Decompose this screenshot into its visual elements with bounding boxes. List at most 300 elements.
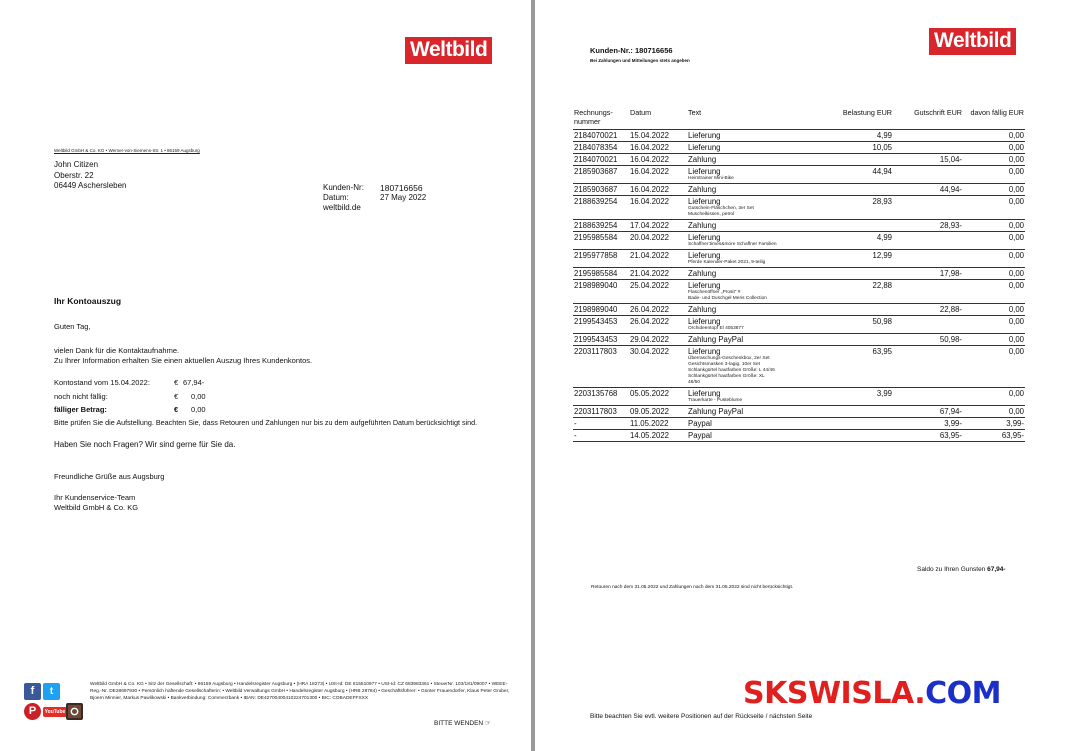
table-header-row	[573, 108, 1025, 129]
cell-due	[963, 303, 1025, 315]
column-header-debit: Belastung EUR	[825, 108, 893, 129]
table-row	[573, 249, 1025, 267]
customer-info	[323, 183, 426, 213]
cell-date-text: 14.05.2022	[630, 430, 670, 440]
item-detail: Schaffner:times&more Schaffner Familien	[688, 241, 777, 247]
recipient-street: Oberstr. 22	[54, 170, 94, 180]
column-header-date: Datum	[629, 108, 687, 129]
date-value: 27 May 2022	[380, 193, 427, 202]
cell-text-text: Paypal	[688, 430, 712, 440]
cell-debit	[825, 219, 893, 231]
cell-text	[687, 153, 825, 165]
signature-company: Weltbild GmbH & Co. KG	[54, 503, 139, 512]
item-detail: Pferde Kalender-Paket 2021, 9-teilig	[688, 259, 766, 265]
item-detail: Überraschungs-Geschenkbox, 2er Set	[688, 355, 770, 361]
currency-symbol: €	[174, 405, 179, 414]
item-detail: Flaschenöffner „Prosit“ #	[688, 289, 741, 295]
item-detail: Trauerkarte - Pusteblume	[688, 397, 743, 403]
cell-date	[629, 333, 687, 345]
cell-invoice-number-text: 2184078354	[574, 142, 618, 152]
cell-text-text: Lieferung	[688, 316, 721, 326]
cell-debit	[825, 345, 893, 387]
cell-text	[687, 231, 825, 249]
item-detail: Bade- und Duschgel Meris Collection	[688, 295, 767, 301]
cell-credit-text: 17,98-	[939, 268, 962, 278]
cell-date-text: 16.04.2022	[630, 142, 670, 152]
cell-date-text: 25.04.2022	[630, 280, 670, 290]
cell-text-text: Lieferung	[688, 280, 721, 290]
cell-date-text: 17.04.2022	[630, 220, 670, 230]
cell-text-text: Zahlung	[688, 154, 717, 164]
item-detail: Gesichtsmasken 3-lagig, 10er Set	[688, 361, 760, 367]
cell-due	[963, 195, 1025, 219]
table-row	[573, 231, 1025, 249]
cell-debit	[825, 195, 893, 219]
cell-due-text: 0,00	[1008, 184, 1024, 194]
cell-debit	[825, 153, 893, 165]
cell-text	[687, 219, 825, 231]
cell-due-text: 0,00	[1008, 334, 1024, 344]
cell-due	[963, 429, 1025, 441]
cell-date	[629, 345, 687, 387]
cell-invoice-number	[573, 249, 629, 267]
cell-debit	[825, 279, 893, 303]
cell-due	[963, 153, 1025, 165]
cell-date	[629, 165, 687, 183]
cell-debit	[825, 165, 893, 183]
cell-debit	[825, 267, 893, 279]
cell-invoice-number-text: 2198989040	[574, 304, 618, 314]
cell-debit-text: 44,94	[872, 166, 892, 176]
cell-date	[629, 231, 687, 249]
cell-date	[629, 183, 687, 195]
cell-date-text: 29.04.2022	[630, 334, 670, 344]
cell-invoice-number	[573, 429, 629, 441]
saldo-label: Saldo zu Ihren Gunsten	[917, 566, 986, 573]
watermark-dot: .	[914, 676, 926, 711]
cell-due-text: 0,00	[1008, 142, 1024, 152]
cell-due	[963, 219, 1025, 231]
table-row	[573, 315, 1025, 333]
cell-due-text: 0,00	[1008, 346, 1024, 356]
cell-date	[629, 429, 687, 441]
table-row	[573, 279, 1025, 303]
cell-invoice-number	[573, 333, 629, 345]
balance-row	[54, 390, 206, 404]
balance-row	[54, 376, 206, 390]
cell-date-text: 30.04.2022	[630, 346, 670, 356]
cell-text-text: Lieferung	[688, 142, 721, 152]
cell-invoice-number-text: 2185903687	[574, 166, 618, 176]
cell-credit	[893, 219, 963, 231]
cell-date-text: 05.05.2022	[630, 388, 670, 398]
recipient-name: John Citizen	[54, 160, 99, 169]
cell-debit	[825, 387, 893, 405]
cell-due-text: 0,00	[1008, 232, 1024, 242]
cell-credit-text: 22,88-	[939, 304, 962, 314]
cell-date-text: 16.04.2022	[630, 196, 670, 206]
table-row	[573, 129, 1025, 141]
cell-debit	[825, 129, 893, 141]
cell-text-text: Lieferung	[688, 388, 721, 398]
watermark-part2: COM	[925, 676, 1001, 711]
customer-number-note: Bei Zahlungen und Mitteilungen stets angeben	[590, 58, 690, 63]
facebook-icon[interactable]: f	[24, 683, 41, 700]
cell-date	[629, 303, 687, 315]
cell-debit-text: 4,99	[876, 232, 892, 242]
cell-date	[629, 195, 687, 219]
cell-due	[963, 315, 1025, 333]
cell-credit	[893, 279, 963, 303]
balance-value: 0,00	[191, 391, 206, 401]
cell-due	[963, 279, 1025, 303]
next-page-note: Bitte beachten Sie evtl. weitere Positionen auf der Rückseite / nächsten Seite	[590, 713, 813, 720]
cell-date-text: 09.05.2022	[630, 406, 670, 416]
cell-due-text: 0,00	[1008, 166, 1024, 176]
cell-debit	[825, 315, 893, 333]
item-detail: Heimtrainer Mini-Bike	[688, 175, 734, 181]
cell-text	[687, 183, 825, 195]
cell-invoice-number-text: 2188639254	[574, 220, 618, 230]
cell-invoice-number-text: 2184070021	[574, 154, 618, 164]
cell-date	[629, 417, 687, 429]
customer-nr-value: 180716656	[380, 183, 423, 193]
table-row	[573, 183, 1025, 195]
cell-credit	[893, 315, 963, 333]
weltbild-logo: Weltbild	[929, 28, 1016, 55]
cell-text	[687, 417, 825, 429]
cell-date	[629, 387, 687, 405]
cell-invoice-number-text: 2199543453	[574, 334, 618, 344]
cell-date	[629, 153, 687, 165]
cell-text	[687, 387, 825, 405]
item-detail: Schlankgürtel hautfarben Größe: L 44/46	[688, 367, 775, 373]
table-row	[573, 303, 1025, 315]
cell-text-text: Lieferung	[688, 346, 721, 356]
twitter-icon[interactable]: t	[43, 683, 60, 700]
table-row	[573, 195, 1025, 219]
cell-text-text: Zahlung	[688, 304, 717, 314]
cell-debit	[825, 405, 893, 417]
cell-date-text: 20.04.2022	[630, 232, 670, 242]
cell-date-text: 16.04.2022	[630, 184, 670, 194]
cell-text-text: Zahlung PayPal	[688, 406, 744, 416]
cell-invoice-number-text: 2203135768	[574, 388, 618, 398]
cell-invoice-number	[573, 315, 629, 333]
cell-text	[687, 333, 825, 345]
cell-credit-text: 63,95-	[939, 430, 962, 440]
column-header-invoice: Rechnungs-nummer	[573, 108, 629, 129]
pinterest-icon[interactable]: P	[24, 703, 41, 720]
cell-date	[629, 219, 687, 231]
table-row	[573, 333, 1025, 345]
cell-invoice-number-text: -	[574, 418, 577, 428]
instagram-icon[interactable]	[66, 703, 83, 720]
cell-due-text: 0,00	[1008, 304, 1024, 314]
watermark	[743, 676, 1001, 711]
cell-credit	[893, 183, 963, 195]
cell-due	[963, 165, 1025, 183]
cell-credit	[893, 303, 963, 315]
item-detail: Gutschein-Fläschchen, 3er Set	[688, 205, 754, 211]
cell-invoice-number	[573, 129, 629, 141]
cell-due	[963, 249, 1025, 267]
cell-date	[629, 315, 687, 333]
cell-credit-text: 15,04-	[939, 154, 962, 164]
letter-page-2	[535, 0, 1066, 751]
item-detail: 48/50	[688, 379, 701, 385]
cell-due-text: 0,00	[1008, 280, 1024, 290]
cell-invoice-number	[573, 219, 629, 231]
table-row	[573, 165, 1025, 183]
balance-label: noch nicht fällig:	[54, 391, 108, 401]
cell-due	[963, 333, 1025, 345]
cell-credit	[893, 405, 963, 417]
cell-invoice-number-text: 2199543453	[574, 316, 618, 326]
currency-symbol: €	[174, 378, 179, 387]
cell-text	[687, 345, 825, 387]
cell-debit	[825, 333, 893, 345]
balance-value: 0,00	[191, 405, 206, 414]
cell-invoice-number-text: 2198989040	[574, 280, 618, 290]
watermark-part1: SKSWISLA	[743, 676, 915, 711]
returns-note: Retouren nach dem 31.05.2022 und Zahlungen nach dem 31.05.2022 sind nicht berücksichtigt.	[591, 585, 794, 590]
customer-number-header: Kunden-Nr.: 180716656	[590, 46, 673, 55]
cell-text-text: Lieferung	[688, 250, 721, 260]
cell-credit	[893, 141, 963, 153]
cell-credit	[893, 231, 963, 249]
cell-text-text: Zahlung	[688, 184, 717, 194]
table-row	[573, 219, 1025, 231]
cell-invoice-number	[573, 405, 629, 417]
cell-invoice-number	[573, 387, 629, 405]
cell-text-text: Zahlung PayPal	[688, 334, 744, 344]
cell-invoice-number	[573, 183, 629, 195]
cell-debit-text: 63,95	[872, 346, 892, 356]
weltbild-logo: Weltbild	[405, 37, 492, 64]
cell-invoice-number	[573, 303, 629, 315]
cell-due	[963, 231, 1025, 249]
cell-credit	[893, 249, 963, 267]
letter-page-1	[0, 0, 531, 751]
youtube-icon[interactable]: YouTube	[44, 709, 66, 715]
saldo-value: 67,94-	[987, 566, 1006, 573]
cell-due	[963, 141, 1025, 153]
cell-due	[963, 405, 1025, 417]
cell-debit	[825, 231, 893, 249]
cell-debit	[825, 429, 893, 441]
cell-text	[687, 141, 825, 153]
cell-date-text: 21.04.2022	[630, 268, 670, 278]
cell-credit	[893, 165, 963, 183]
cell-invoice-number	[573, 345, 629, 387]
table-row	[573, 267, 1025, 279]
intro-line-2: Zu Ihrer Information erhalten Sie einen aktuellen Auszug Ihres Kundenkontos.	[54, 356, 313, 365]
cell-due-text: 63,95-	[1001, 430, 1024, 440]
balance-row	[54, 403, 206, 417]
cell-credit	[893, 429, 963, 441]
cell-due	[963, 387, 1025, 405]
cell-date-text: 11.05.2022	[630, 418, 669, 428]
cell-due-text: 0,00	[1008, 154, 1024, 164]
pointing-hand-icon: ☞	[484, 720, 491, 727]
cell-credit	[893, 129, 963, 141]
cell-text	[687, 129, 825, 141]
cell-credit	[893, 345, 963, 387]
cell-credit-text: 50,98-	[939, 334, 962, 344]
table-row	[573, 387, 1025, 405]
cell-date	[629, 279, 687, 303]
cell-date	[629, 267, 687, 279]
cell-due-text: 0,00	[1008, 316, 1024, 326]
cell-text	[687, 429, 825, 441]
cell-credit	[893, 195, 963, 219]
cell-debit	[825, 417, 893, 429]
table-body	[573, 129, 1025, 441]
item-detail: Muschelkissen, petrol	[688, 211, 735, 217]
cell-date-text: 21.04.2022	[630, 250, 670, 260]
cell-credit-text: 44,94-	[939, 184, 962, 194]
cell-invoice-number-text: 2195977858	[574, 250, 618, 260]
cell-invoice-number-text: 2195985584	[574, 268, 618, 278]
please-turn-text	[434, 719, 491, 727]
cell-text	[687, 195, 825, 219]
cell-due-text: 0,00	[1008, 388, 1024, 398]
cell-text-text: Lieferung	[688, 130, 721, 140]
statement-heading: Ihr Kontoauszug	[54, 296, 122, 306]
recipient-city: 06449 Aschersleben	[54, 181, 127, 190]
legal-footer: Weltbild GmbH & Co. KG • Sitz der Gesellschaft: • 86159 Augsburg • Handelsregister Augsburg • (HRA 18273) • USt-Id: DE 815510977 • USt-Id: CZ 683983361 • SteuerNr. 103/181/09007 • WEEE-Reg.-Nr. DE28697930 • Persönlich haftende Gesellschafterin: • Weltbild Verwaltungs GmbH • Handelsregister Augsburg • (HRB 28784) • Geschäftsführer: • Günter Frauendorfer, Klaus Peter Gruber, Bjoern Minnier, Markus Pawlikowski • Bankverbindung: Commerzbank • IBAN: DE42700400410224701300 • BIC: COBADEFFXXX	[90, 682, 510, 701]
cell-text	[687, 165, 825, 183]
balance-label: Kontostand vom 15.04.2022:	[54, 378, 150, 387]
cell-invoice-number-text: 2184070021	[574, 130, 618, 140]
questions-text: Haben Sie noch Fragen? Wir sind gerne für Sie da.	[54, 440, 236, 449]
closing-text: Freundliche Grüße aus Augsburg	[54, 472, 165, 481]
cell-text-text: Zahlung	[688, 220, 717, 230]
cell-credit-text: 3,99-	[944, 418, 962, 428]
cell-credit	[893, 417, 963, 429]
cell-debit-text: 4,99	[876, 130, 892, 140]
cell-due	[963, 183, 1025, 195]
cell-invoice-number	[573, 195, 629, 219]
cell-date-text: 16.04.2022	[630, 166, 670, 176]
cell-credit-text: 28,93-	[939, 220, 962, 230]
cell-due-text: 0,00	[1008, 268, 1024, 278]
cell-debit	[825, 303, 893, 315]
account-statement-table	[573, 108, 1025, 442]
signature-team: Ihr Kundenservice-Team	[54, 493, 136, 502]
cell-credit	[893, 387, 963, 405]
cell-date-text: 26.04.2022	[630, 304, 670, 314]
cell-text	[687, 303, 825, 315]
cell-debit-text: 50,98	[872, 316, 892, 326]
table-row	[573, 345, 1025, 387]
cell-text-text: Lieferung	[688, 166, 721, 176]
cell-text-text: Lieferung	[688, 232, 721, 242]
cell-invoice-number-text: 2188639254	[574, 196, 618, 206]
cell-due-text: 0,00	[1008, 130, 1024, 140]
cell-date	[629, 141, 687, 153]
cell-invoice-number-text: 2203117803	[574, 346, 617, 356]
website-text: weltbild.de	[323, 203, 361, 212]
cell-date	[629, 129, 687, 141]
cell-due-text: 0,00	[1008, 196, 1024, 206]
cell-invoice-number	[573, 279, 629, 303]
cell-credit	[893, 333, 963, 345]
cell-text	[687, 267, 825, 279]
cell-date-text: 15.04.2022	[630, 130, 670, 140]
cell-invoice-number	[573, 165, 629, 183]
cell-invoice-number-text: 2185903687	[574, 184, 618, 194]
cell-due-text: 0,00	[1008, 250, 1024, 260]
table-row	[573, 141, 1025, 153]
balance-summary	[54, 376, 206, 417]
cell-credit	[893, 267, 963, 279]
cell-debit-text: 3,99	[876, 388, 892, 398]
cell-due-text: 0,00	[1008, 406, 1024, 416]
table-row	[573, 153, 1025, 165]
cell-text-text: Lieferung	[688, 196, 721, 206]
cell-text-text: Paypal	[688, 418, 712, 428]
sender-line: Weltbild GmbH & Co. KG • Werner-von-Siemens-Str. 1 • 86159 Augsburg	[54, 148, 200, 153]
cell-credit	[893, 153, 963, 165]
recipient-address	[54, 160, 127, 192]
cell-debit	[825, 141, 893, 153]
balance-label: fälliger Betrag:	[54, 405, 107, 414]
cell-debit-text: 22,88	[872, 280, 892, 290]
cell-invoice-number	[573, 417, 629, 429]
customer-nr-label: Kunden-Nr:	[323, 183, 364, 192]
cell-date-text: 26.04.2022	[630, 316, 670, 326]
item-detail: Orchideentopf El 4053877	[688, 325, 744, 331]
cell-invoice-number	[573, 153, 629, 165]
column-header-text: Text	[687, 108, 825, 129]
cell-invoice-number	[573, 267, 629, 279]
cell-date	[629, 249, 687, 267]
cell-date	[629, 405, 687, 417]
cell-text	[687, 279, 825, 303]
table-row	[573, 429, 1025, 441]
column-header-due: davon fällig EUR	[963, 108, 1025, 129]
table-row	[573, 417, 1025, 429]
cell-date-text: 16.04.2022	[630, 154, 670, 164]
table-row	[573, 405, 1025, 417]
cell-text-text: Zahlung	[688, 268, 717, 278]
cell-text	[687, 249, 825, 267]
cell-invoice-number-text: 2195985584	[574, 232, 618, 242]
cell-debit-text: 28,93	[872, 196, 892, 206]
cell-due-text: 3,99-	[1006, 418, 1024, 428]
column-header-credit: Gutschrift EUR	[893, 108, 963, 129]
date-label: Datum:	[323, 193, 349, 202]
cell-debit	[825, 249, 893, 267]
cell-debit-text: 10,05	[872, 142, 892, 152]
cell-due-text: 0,00	[1008, 220, 1024, 230]
currency-symbol: €	[174, 391, 179, 401]
cell-due	[963, 417, 1025, 429]
balance-value: 67,94-	[183, 378, 205, 387]
check-note: Bitte prüfen Sie die Aufstellung. Beachten Sie, dass Retouren und Zahlungen nur bis zu dem aufgeführten Datum berücksichtigt sind.	[54, 418, 478, 427]
cell-credit-text: 67,94-	[939, 406, 962, 416]
greeting: Guten Tag,	[54, 322, 91, 331]
cell-due	[963, 267, 1025, 279]
cell-due	[963, 129, 1025, 141]
cell-invoice-number-text: 2203117803	[574, 406, 617, 416]
intro-line-1: vielen Dank für die Kontaktaufnahme.	[54, 346, 180, 355]
cell-invoice-number-text: -	[574, 430, 577, 440]
cell-invoice-number	[573, 141, 629, 153]
please-turn-label: BITTE WENDEN	[434, 720, 484, 727]
